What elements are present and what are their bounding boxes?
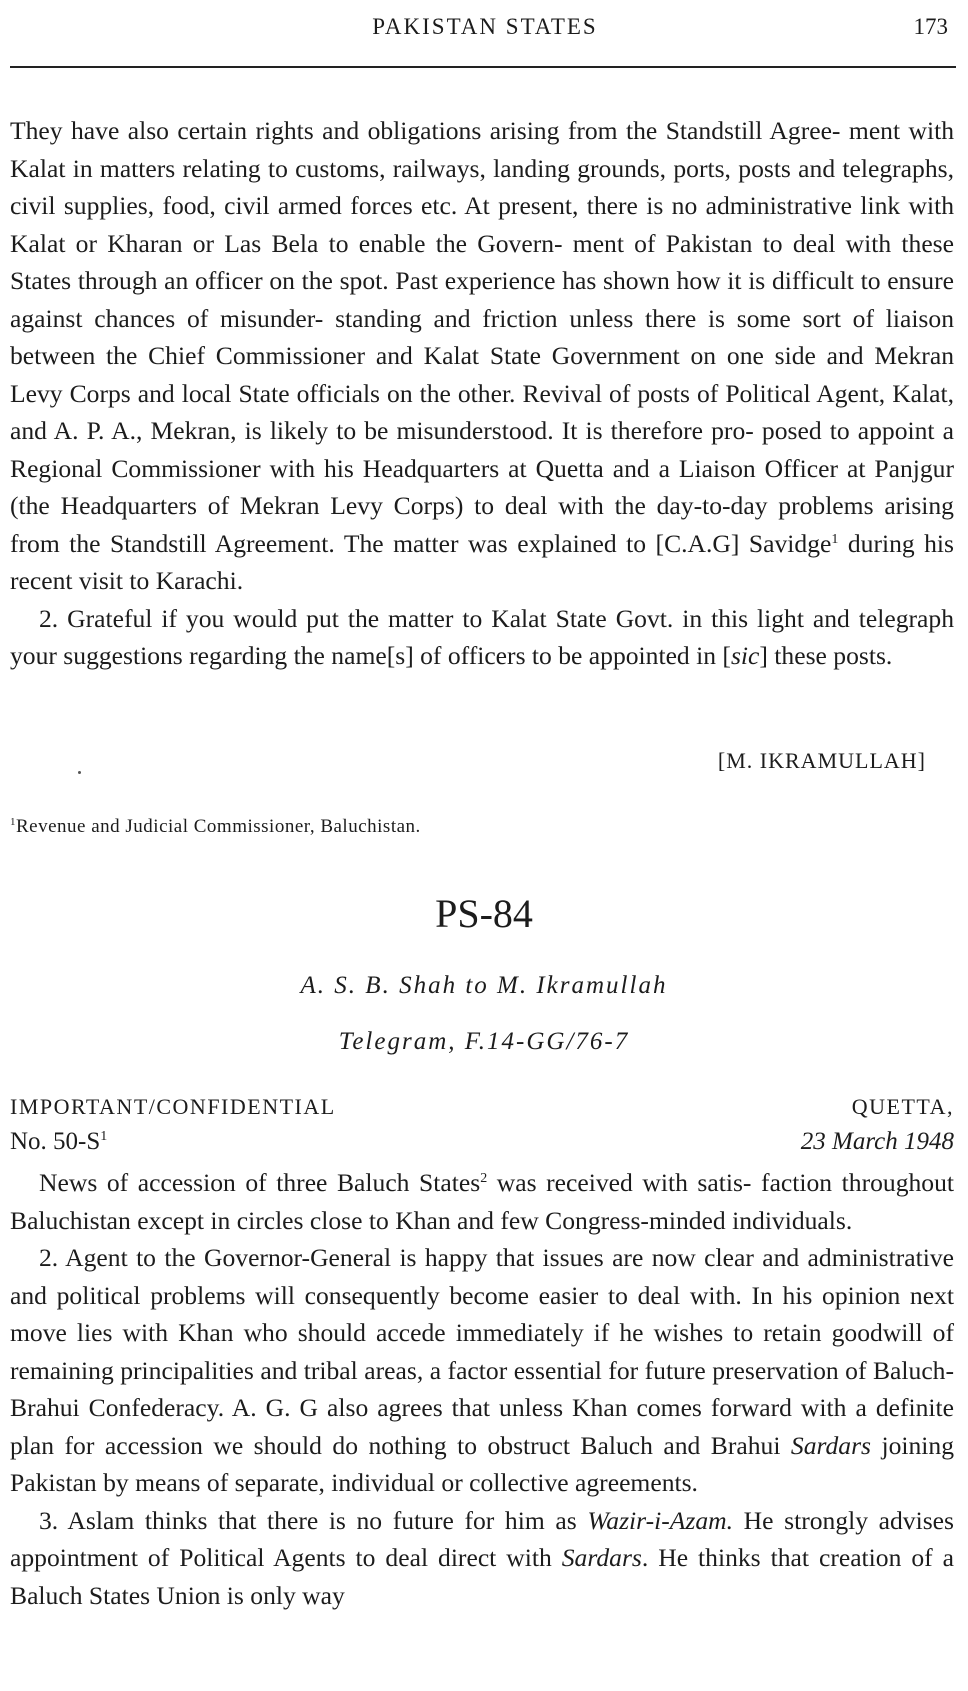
reference-text: No. 50-S xyxy=(10,1128,101,1155)
text-line: and telegraph your suggestions regarding the name[s] of officers to be xyxy=(10,603,955,670)
paragraph-1 xyxy=(10,112,954,600)
footnote-mark: 1 xyxy=(10,816,16,828)
text-line: ment of Pakistan to deal with these States through an officer on the spot. Past xyxy=(10,228,954,295)
stray-mark xyxy=(78,771,81,774)
footnote-reference[interactable]: 1 xyxy=(100,1129,108,1144)
previous-document-body xyxy=(10,112,954,675)
text-line: 2. Agent to the Governor-General is happy that issues are now clear xyxy=(39,1243,754,1272)
text-line: was received with satis- xyxy=(487,1168,752,1197)
text-line: News of accession of three Baluch States xyxy=(39,1168,481,1197)
text-line: accession we should do nothing to obstruct Baluch and Brahui xyxy=(104,1430,791,1460)
text-line: Congress-minded individuals. xyxy=(545,1205,853,1235)
classification-row xyxy=(10,1094,954,1130)
document-subtitle: A. S. B. Shah to M. Ikramullah xyxy=(300,972,668,999)
text-line: ment with Kalat in matters relating to customs, railways, landing grounds, ports, xyxy=(10,116,955,183)
footnote-reference[interactable]: 1 xyxy=(831,531,839,547)
text-line: 2. Grateful if you would put the matter to Kalat State Govt. in this light xyxy=(39,603,804,633)
text-line: Pakistan by means of separate, individual or collective agreements. xyxy=(10,1468,698,1497)
reference-number xyxy=(10,1128,107,1156)
text-line: They have also certain rights and obligations arising from the Standstill Agree- xyxy=(10,116,841,145)
running-header xyxy=(10,14,960,44)
header-rule xyxy=(10,66,956,68)
footnote-reference[interactable]: 2 xyxy=(480,1171,488,1186)
paragraph-1 xyxy=(10,1164,954,1239)
text-line: standing and friction unless there is some sort of liaison between the Chief xyxy=(10,303,954,370)
date: 23 March 1948 xyxy=(800,1128,954,1155)
text-line: . He thinks that creation of a Baluch States Union is only way xyxy=(10,1543,954,1610)
text-line: experience has shown how it is difficult to ensure against chances of misunder- xyxy=(10,266,954,333)
text-line: faction throughout Baluchistan except in circles close to Khan and few xyxy=(10,1168,954,1235)
text-line: joining xyxy=(871,1430,954,1460)
text-line: immediately if he wishes to retain goodwill of remaining principalities and tribal xyxy=(10,1318,954,1385)
footnote xyxy=(10,816,421,838)
document-number: PS-84 xyxy=(435,891,533,936)
running-title: PAKISTAN STATES xyxy=(372,14,598,39)
paragraph-2 xyxy=(10,1239,954,1502)
classification: IMPORTANT/CONFIDENTIAL xyxy=(10,1094,336,1119)
text-line: posts and telegraphs, civil supplies, food, civil armed forces etc. At present, there xyxy=(10,153,954,220)
signature: [M. IKRAMULLAH] xyxy=(717,748,926,773)
text-line: deal with the day-to-day problems arising from the Standstill Agreement. The xyxy=(10,491,954,558)
document-source: Telegram, F.14-GG/76-7 xyxy=(338,1028,630,1055)
italic-term: Sardars xyxy=(561,1543,642,1572)
paragraph-3 xyxy=(10,1502,954,1615)
footnote-text: Revenue and Judicial Commissioner, Baluchistan. xyxy=(16,816,421,837)
telegram-body xyxy=(10,1164,954,1614)
text-line: Commissioner and Kalat State Government on one side and Mekran Levy xyxy=(10,341,954,408)
text-line: strongly advises appointment of Political Agents to deal direct with xyxy=(10,1505,954,1572)
text-line: to deal with. In his opinion next move lies with Khan who should accede xyxy=(10,1280,954,1347)
text-line: and administrative and political problems will consequently become easier xyxy=(10,1243,954,1310)
place: QUETTA, xyxy=(851,1094,954,1119)
text-line: He xyxy=(733,1505,774,1535)
text-line: and a Liaison Officer at Panjgur (the Headquarters of Mekran Levy Corps) to xyxy=(10,453,954,520)
reference-row xyxy=(10,1128,954,1164)
text-line: during his recent visit to Karachi. xyxy=(10,528,955,595)
text-line: ] these posts. xyxy=(759,641,893,670)
italic-term: Wazir-i-Azam. xyxy=(587,1505,734,1535)
text-line: areas, a factor essential for future preservation of Baluch-Brahui Confederacy. A. xyxy=(10,1355,954,1422)
italic-term: Sardars xyxy=(790,1430,872,1460)
text-line: 3. Aslam thinks that there is no future for him as xyxy=(39,1505,588,1535)
text-line: G. G also agrees that unless Khan comes forward with a definite plan for xyxy=(10,1393,954,1460)
text-line: posed to appoint a Regional Commissioner with his Headquarters at Quetta xyxy=(10,416,954,483)
text-line: is no administrative link with Kalat or Kharan or Las Bela to enable the Govern- xyxy=(10,191,954,258)
text-line: Kalat, and A. P. A., Mekran, is likely to be misunderstood. It is therefore pro- xyxy=(10,378,955,445)
text-line: Corps and local State officials on the other. Revival of posts of Political Agent, xyxy=(69,378,886,408)
text-line: matter was explained to [C.A.G] Savidge xyxy=(393,528,832,558)
paragraph-2 xyxy=(10,600,954,675)
page-number: 173 xyxy=(913,14,948,39)
sic-note: sic xyxy=(730,641,760,670)
text-line: appointed in [ xyxy=(588,641,731,670)
